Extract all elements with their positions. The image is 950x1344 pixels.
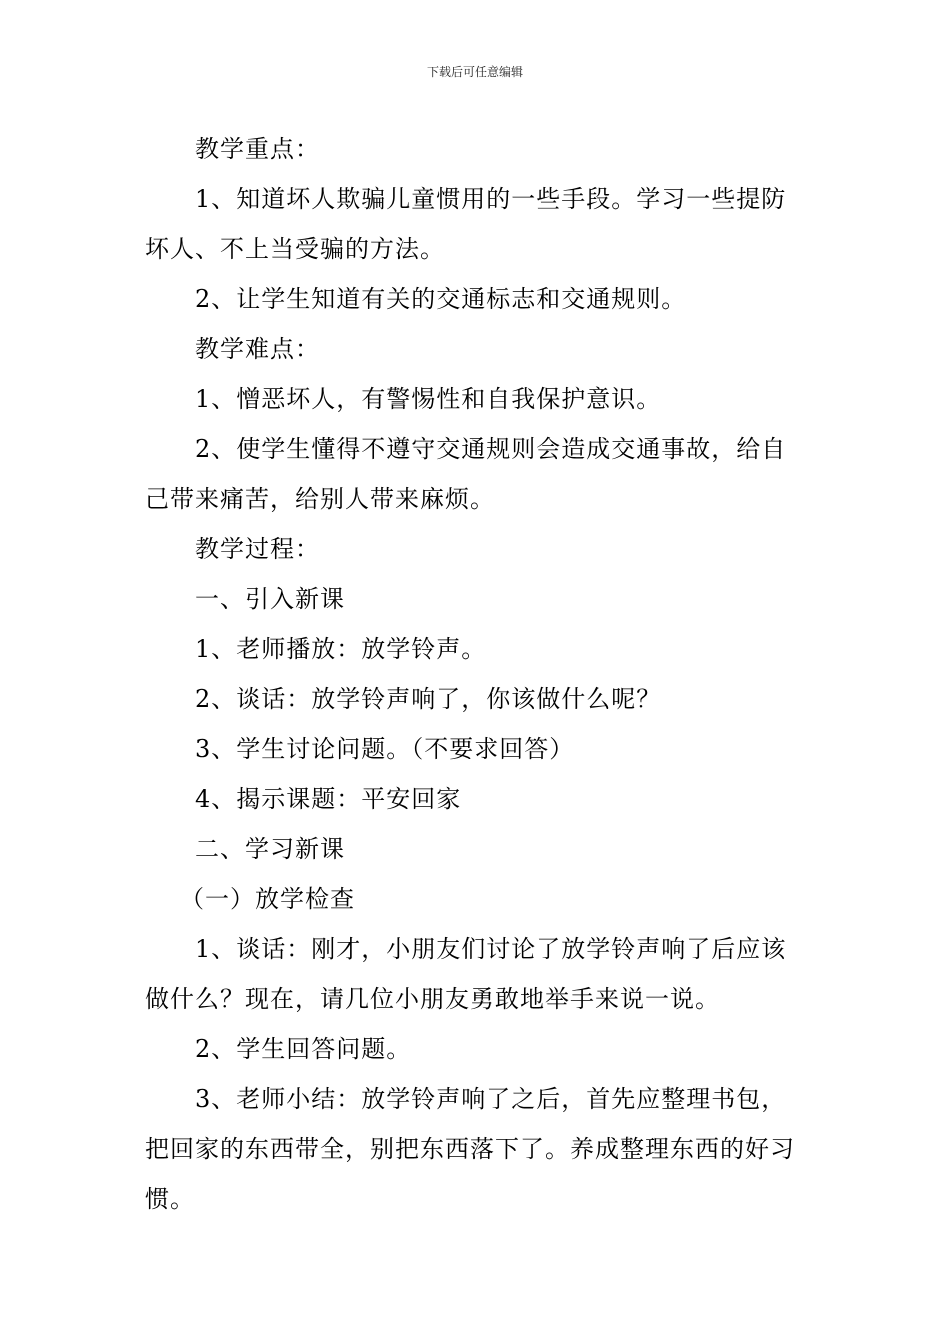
paragraph: 1、谈话：刚才，小朋友们讨论了放学铃声响了后应该做什么？现在，请几位小朋友勇敢地举手来说一说。 (145, 935, 787, 1013)
paragraph: 3、老师小结：放学铃声响了之后，首先应整理书包，把回家的东西带全，别把东西落下了。养成整理东西的好习惯。 (145, 1085, 795, 1213)
section-heading: 一、引入新课 (195, 585, 345, 613)
heading-process: 教学过程： (195, 535, 320, 563)
paragraph: 4、揭示课题：平安回家 (195, 785, 462, 813)
paragraph: 1、老师播放：放学铃声。 (195, 635, 487, 663)
paragraph: 2、让学生知道有关的交通标志和交通规则。 (195, 285, 687, 313)
paragraph: 2、谈话：放学铃声响了，你该做什么呢？ (195, 685, 662, 713)
paragraph: 2、使学生懂得不遵守交通规则会造成交通事故，给自己带来痛苦，给别人带来麻烦。 (145, 435, 787, 513)
section-heading: 二、学习新课 (195, 835, 345, 863)
page-header: 下载后可任意编辑 (426, 65, 523, 79)
document-body (145, 124, 810, 1224)
paragraph: 1、憎恶坏人，有警惕性和自我保护意识。 (195, 385, 662, 413)
heading-key-points: 教学重点： (195, 135, 320, 163)
paragraph: 1、知道坏人欺骗儿童惯用的一些手段。学习一些提防坏人、不上当受骗的方法。 (145, 185, 787, 263)
paragraph: 3、学生讨论问题。（不要求回答） (195, 735, 575, 763)
subsection-heading: （一）放学检查 (180, 885, 355, 913)
paragraph: 2、学生回答问题。 (195, 1035, 412, 1063)
heading-difficulties: 教学难点： (195, 335, 320, 363)
